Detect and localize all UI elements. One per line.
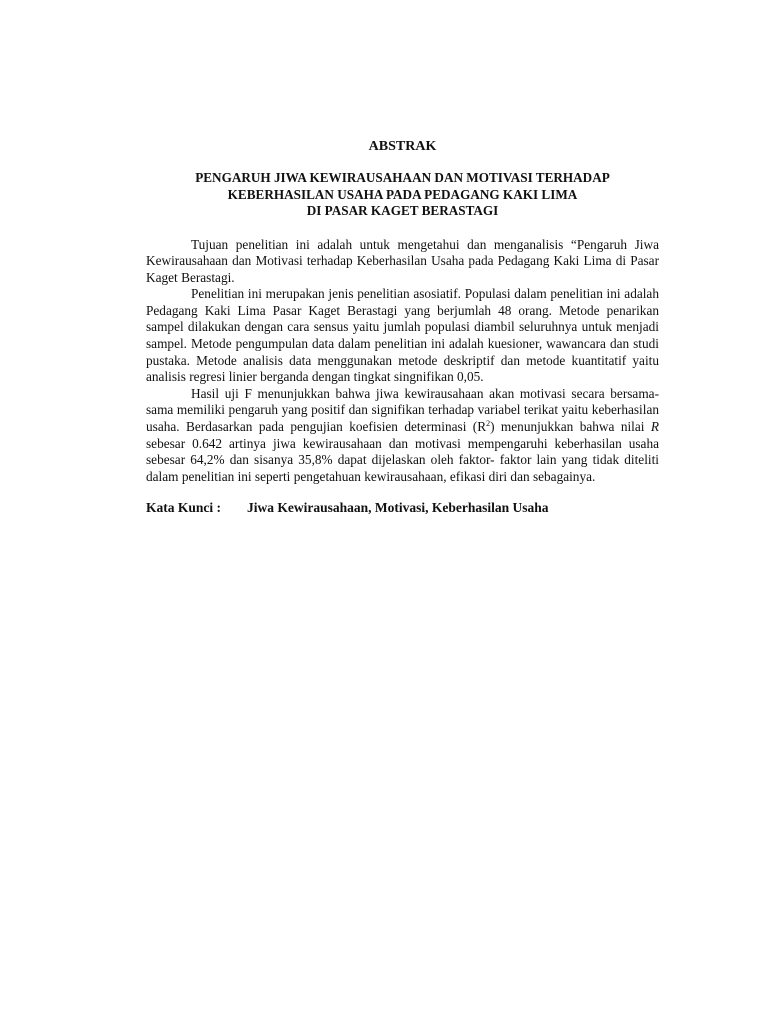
thesis-title [146,170,659,220]
paragraph-method: Penelitian ini merupakan jenis penelitian asosiatif. Populasi dalam penelitian ini adalah Pedagang Kaki Lima Pasar Kaget Berastagi yang berjumlah 48 orang. Metode penarikan sampel dilakukan dengan cara sensus yaitu jumlah populasi diambil seluruhnya untuk menjadi sampel. Metode pengumpulan data dalam penelitian ini adalah kuesioner, wawancara dan studi pustaka. Metode analisis data menggunakan metode deskriptif dan metode kuantitatif yaitu analisis regresi linier berganda dengan tingkat singnifikan 0,05. [146,286,659,385]
paragraph-objective: Tujuan penelitian ini adalah untuk mengetahui dan menganalisis “Pengaruh Jiwa Kewirausahaan dan Motivasi terhadap Keberhasilan Usaha pada Pedagang Kaki Lima di Pasar Kaget Berastagi. [146,236,659,285]
results-text-2: ) menunjukkan bahwa nilai [490,419,651,435]
abstract-page [146,138,659,516]
title-line-1: PENGARUH JIWA KEWIRAUSAHAAN DAN MOTIVASI TERHADAP [195,170,610,185]
paragraph-results [146,386,659,486]
title-line-3: DI PASAR KAGET BERASTAGI [306,203,499,218]
r-squared-superscript: 2 [486,419,491,429]
keywords-value: Jiwa Kewirausahaan, Motivasi, Keberhasilan Usaha [247,500,549,516]
title-line-2: KEBERHASILAN USAHA PADA PEDAGANG KAKI LIMA [227,186,578,202]
abstract-body [146,237,659,486]
r-symbol: R [650,419,659,435]
results-text-1: Hasil uji F menunjukkan bahwa jiwa kewirausahaan akan motivasi secara bersama-sama memiliki pengaruh yang positif dan signifikan terhadap variabel terikat yaitu keberhasilan usaha. Berdasarkan pada pengujian koefisien determinasi (R [146,385,659,435]
keywords-label: Kata Kunci : [146,500,222,516]
keywords-line [146,499,659,516]
abstract-heading: ABSTRAK [368,139,437,154]
results-text-3: sebesar 0.642 artinya jiwa kewirausahaan dan motivasi mempengaruhi keberhasilan usaha sebesar 64,2% dan sisanya 35,8% dapat dijelaskan oleh faktor- faktor lain yang tidak diteliti dalam penelitian ini seperti pengetahuan kewirausahaan, efikasi diri dan sebagainya. [146,435,659,484]
